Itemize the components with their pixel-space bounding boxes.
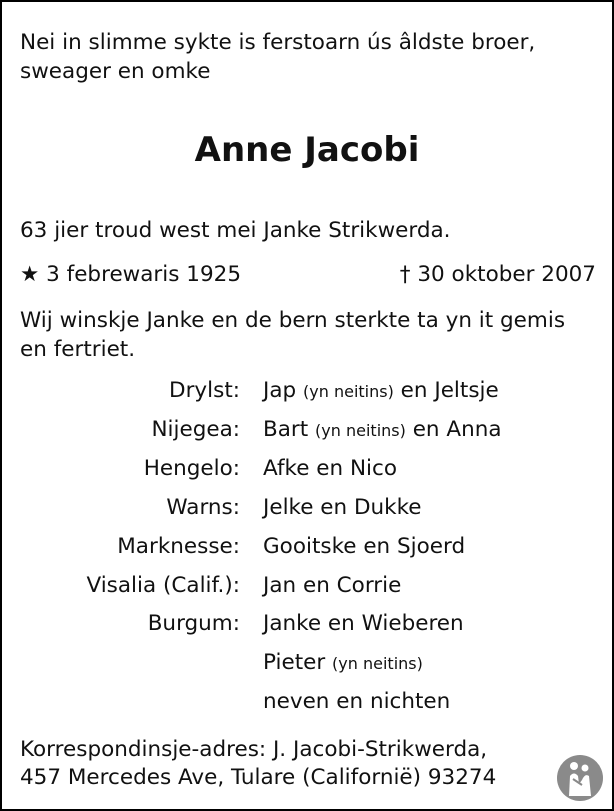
cross-icon: † — [399, 262, 411, 287]
address-line-1: Korrespondinsje-adres: J. Jacobi-Strikwerda, — [20, 737, 488, 762]
family-row — [2, 569, 614, 603]
family-names: Jap (yn neitins) en Jeltsje — [263, 378, 499, 403]
birth-date-text: 3 febrewaris 1925 — [46, 262, 242, 287]
family-place: Hengelo: — [143, 456, 240, 481]
deceased-name: Anne Jacobi — [194, 130, 420, 170]
death-date-text: 30 oktober 2007 — [417, 262, 596, 287]
life-dates — [20, 260, 596, 289]
family-row — [2, 413, 614, 447]
family-row — [2, 452, 614, 486]
family-place: Marknesse: — [117, 534, 240, 559]
wish-line-2: en fertriet. — [20, 337, 136, 362]
family-names: Gooitske en Sjoerd — [263, 534, 466, 559]
in-memoriam-note: (yn neitins) — [303, 382, 394, 401]
family-place: Warns: — [166, 495, 240, 520]
death-date — [400, 260, 596, 289]
family-place: Drylst: — [169, 378, 240, 403]
star-icon: ★ — [20, 262, 40, 287]
intro-line-2: sweager en omke — [20, 59, 211, 84]
family-row — [2, 491, 614, 525]
family-row — [2, 374, 614, 408]
family-place: Visalia (Calif.): — [86, 573, 240, 598]
family-names: Pieter (yn neitins) — [263, 650, 423, 675]
family-names: Afke en Nico — [263, 456, 397, 481]
in-memoriam-note: (yn neitins) — [315, 421, 406, 440]
marriage-line: 63 jier troud west mei Janke Strikwerda. — [20, 218, 451, 243]
birth-date — [20, 260, 241, 289]
family-names: Bart (yn neitins) en Anna — [263, 417, 502, 442]
family-row — [2, 530, 614, 564]
family-names: Jelke en Dukke — [263, 495, 422, 520]
family-names: Janke en Wieberen — [263, 611, 464, 636]
family-row — [2, 685, 614, 719]
in-memoriam-note: (yn neitins) — [332, 654, 423, 673]
family-row — [2, 646, 614, 680]
address-line-2: 457 Mercedes Ave, Tulare (Californië) 93274 — [20, 765, 497, 790]
mourning-figure-logo-icon — [556, 754, 604, 802]
family-row — [2, 607, 614, 641]
family-place: Burgum: — [147, 611, 240, 636]
wish-line-1: Wij winskje Janke en de bern sterkte ta yn it gemis — [20, 308, 566, 333]
family-place: Nijegea: — [151, 417, 240, 442]
family-names: neven en nichten — [263, 689, 451, 714]
family-names: Jan en Corrie — [263, 573, 402, 598]
intro-line-1: Nei in slimme sykte is ferstoarn ús âldste broer, — [20, 30, 536, 55]
